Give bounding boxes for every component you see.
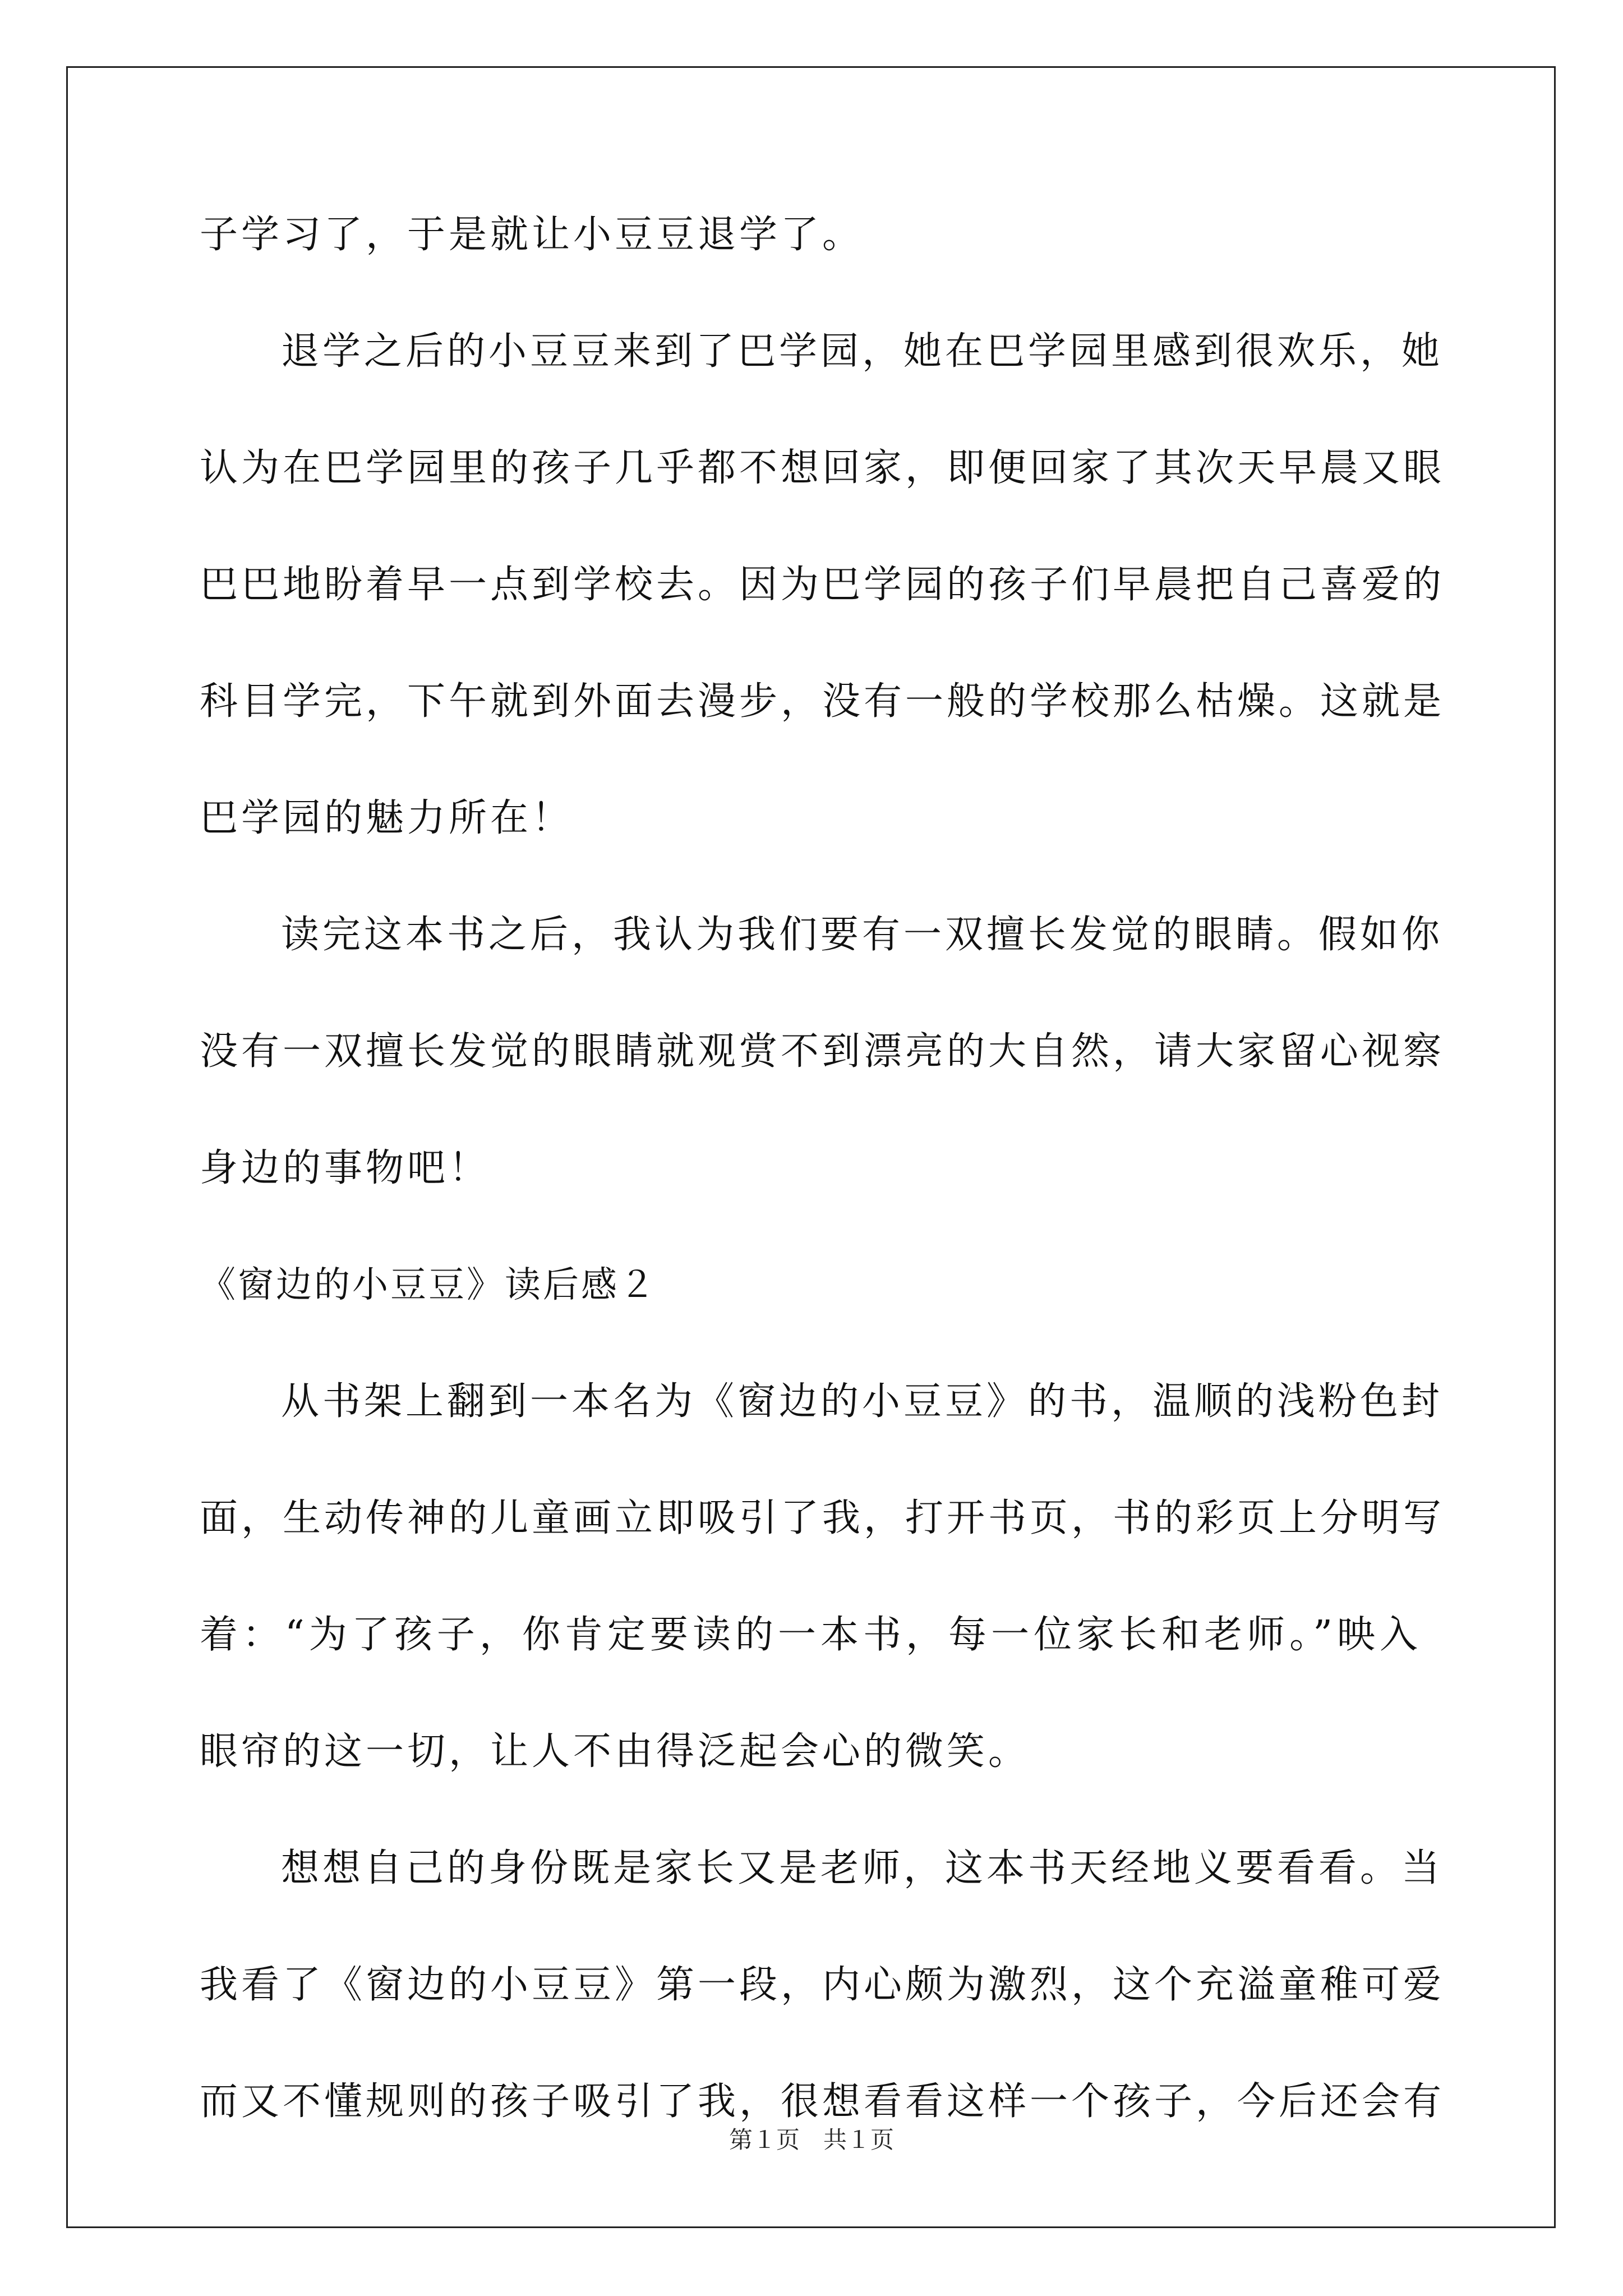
paragraph-line: 巴巴地盼着早一点到学校去。因为巴学园的孩子们早晨把自己喜爱的	[200, 563, 1445, 607]
paragraph-line: 着：“为了孩子，你肯定要读的一本书，每一位家长和老师。”映入	[200, 1613, 1421, 1657]
paragraph-line: 想想自己的身份既是家长又是老师，这本书天经地义要看看。当	[281, 1846, 1444, 1890]
paragraph-line: 面，生动传神的儿童画立即吸引了我，打开书页，书的彩页上分明写	[200, 1496, 1445, 1540]
paragraph-line: 从书架上翻到一本名为《窗边的小豆豆》的书，温顺的浅粉色封	[281, 1379, 1444, 1424]
section-heading: 《窗边的小豆豆》读后感２	[200, 1264, 657, 1306]
paragraph-line: 而又不懂规则的孩子吸引了我，很想看看这样一个孩子，今后还会有	[200, 2079, 1445, 2124]
page-footer: 第１页 共１页	[728, 2126, 894, 2154]
paragraph-line: 身边的事物吧！	[200, 1146, 491, 1190]
paragraph-line: 退学之后的小豆豆来到了巴学园，她在巴学园里感到很欢乐，她	[281, 329, 1444, 374]
document-body	[200, 210, 1445, 2193]
paragraph-line: 眼帘的这一切，让人不由得泛起会心的微笑。	[200, 1729, 1030, 1774]
paragraph-line: 科目学完，下午就到外面去漫步，没有一般的学校那么枯燥。这就是	[200, 679, 1445, 724]
paragraph-line: 巴学园的魅力所在！	[200, 796, 574, 840]
paragraph-line: 我看了《窗边的小豆豆》第一段，内心颇为激烈，这个充溢童稚可爱	[200, 1963, 1445, 2007]
paragraph-line: 子学习了，于是就让小豆豆退学了。	[200, 213, 864, 257]
paragraph-line: 读完这本书之后，我认为我们要有一双擅长发觉的眼睛。假如你	[281, 913, 1444, 957]
paragraph-line: 没有一双擅长发觉的眼睛就观赏不到漂亮的大自然，请大家留心视察	[200, 1029, 1445, 1074]
paragraph-line: 认为在巴学园里的孩子几乎都不想回家，即便回家了其次天早晨又眼	[200, 446, 1445, 490]
